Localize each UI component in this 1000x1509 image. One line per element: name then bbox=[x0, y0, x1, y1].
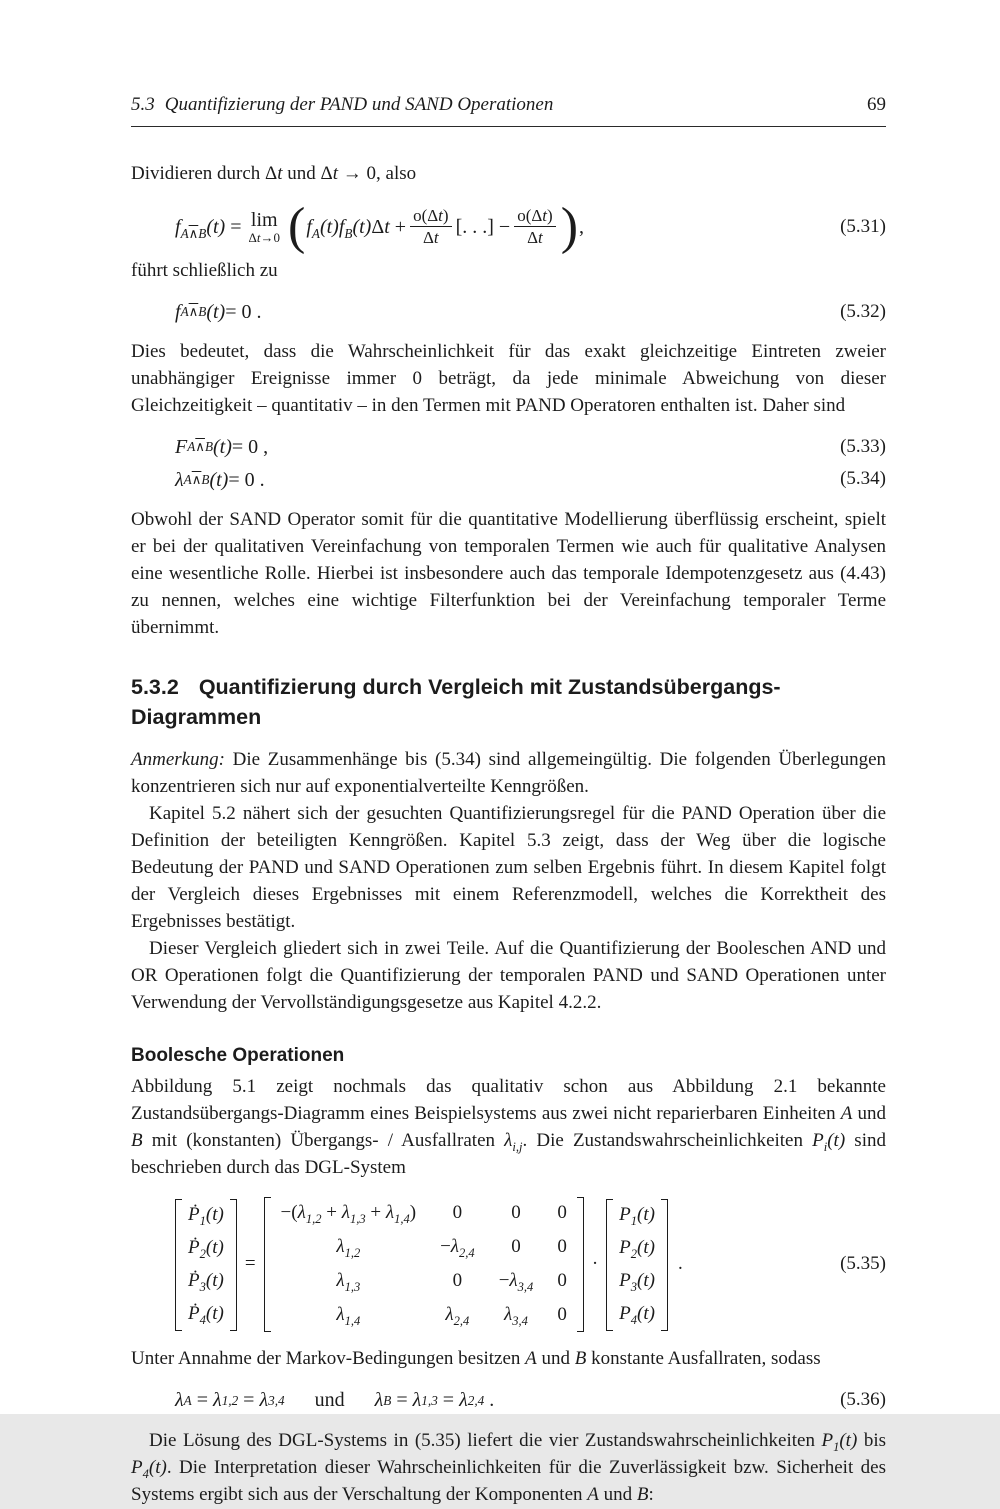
matrix-cell: 0 bbox=[557, 1270, 567, 1292]
eq531-mid: $f_A(t)f_B(t)\Delta t$ + bbox=[306, 215, 407, 241]
right-bracket bbox=[230, 1199, 237, 1331]
matrix-cell: 0 bbox=[557, 1202, 567, 1224]
equation-534-body: λ A ∧ B (t) = 0 . bbox=[175, 468, 265, 491]
rhs-vector bbox=[606, 1199, 668, 1331]
paragraph-abbildung-51: Abbildung 5.1 zeigt nochmals das qualitativ schon aus Abbildung 2.1 bekannte Zustandsübergangs-Diagramm eines Beispielsystems aus zwei nicht reparierbaren Einheiten A und B mit (konstanten) Übergangs- / Ausfallraten $\lambda_{i,j}$. Die Zustandswahrscheinlichkeiten $P_i(t)$ sind beschrieben durch das DGL-System bbox=[131, 1075, 887, 1178]
equation-532 bbox=[131, 298, 886, 326]
equation-535-body bbox=[175, 1197, 683, 1332]
matrix-cell: $\lambda_{1,4}$ bbox=[336, 1304, 361, 1329]
left-bracket bbox=[264, 1197, 271, 1332]
eq531-frac2-denominator: Δt bbox=[527, 228, 543, 248]
matrix-cell: $\lambda_{1,3}$ bbox=[336, 1270, 361, 1295]
eq531-frac1-numerator: o(Δt) bbox=[410, 206, 452, 228]
vector-cell: $P_2(t)$ bbox=[619, 1236, 655, 1261]
vector-cell: $P_3(t)$ bbox=[619, 1269, 655, 1294]
equation-536 bbox=[131, 1386, 886, 1414]
matrix-cells bbox=[271, 1197, 577, 1332]
eq531-tail: , bbox=[579, 215, 585, 238]
matrix-cell: $\lambda_{2,4}$ bbox=[445, 1304, 470, 1329]
section-heading-number: 5.3.2 bbox=[131, 674, 179, 699]
transition-matrix bbox=[264, 1197, 584, 1332]
equation-534 bbox=[131, 466, 886, 494]
matrix-cell: 0 bbox=[452, 1202, 463, 1224]
paragraph-anmerkung bbox=[131, 747, 886, 801]
eq531-frac2-numerator: o(Δt) bbox=[514, 206, 556, 228]
paragraph-fuehrt: führt schließlich zu bbox=[131, 260, 278, 282]
matrix-cell: $\lambda_{1,2}$ bbox=[336, 1236, 361, 1261]
header-section-number: 5.3 bbox=[131, 94, 155, 115]
eq531-lim-sub: Δt→0 bbox=[248, 229, 281, 245]
matrix-cell: 0 bbox=[452, 1270, 463, 1292]
equation-number-536: (5.36) bbox=[840, 1389, 886, 1411]
header-section-title: Quantifizierung der PAND und SAND Operationen bbox=[164, 94, 554, 115]
paragraph-dieser-vergleich: Dieser Vergleich gliedert sich in zwei Teile. Auf die Quantifizierung der Booleschen AND und OR Operationen folgt die Quantifizierung der temporalen PAND und SAND Operationen unter Verwendung der Vervollständigungsgesetze aus Kapitel 4.2.2. bbox=[131, 937, 886, 1013]
eq531-lim-word: lim bbox=[250, 208, 278, 231]
header-page-number: 69 bbox=[867, 94, 886, 115]
matrix-cell: 0 bbox=[511, 1236, 521, 1258]
paragraph-obwohl: Obwohl der SAND Operator somit für die quantitative Modellierung überflüssig erscheint, spielt er bei der qualitativen Vereinfachung von temporalen Termen wie auch für qualitative Analysen eine wesentliche Rolle. Hierbei ist insbesondere auch das temporale Idempotenzgesetz aus (4.43) zu nennen, welches eine wichtige Filterfunktion bei der Vereinfachung temporaler Terme übernimmt. bbox=[131, 509, 886, 638]
paragraph-kapitel-52: Kapitel 5.2 nähert sich der gesuchten Quantifizierungsregel für die PAND Operation über die Definition der beteiligten Kenngrößen. Kapitel 5.3 zeigt, dass der Weg über die logische Bedeutung der PAND und SAND Operationen zum selben Ergebnis führt. In diesem Kapitel folgt der Vergleich dieses Ergebnisses mit einem Referenzmodell, welches die Korrektheit des Ergebnisses bestätigt. bbox=[131, 802, 886, 932]
matrix-cell: 0 bbox=[511, 1202, 521, 1224]
paragraph-dividieren: Dividieren durch Δt und Δt → 0, also bbox=[131, 162, 417, 184]
left-bracket bbox=[606, 1199, 613, 1331]
eq531-fraction-2 bbox=[514, 206, 556, 248]
matrix-cell: $-\lambda_{2,4}$ bbox=[440, 1236, 475, 1261]
equation-number-532: (5.32) bbox=[840, 300, 886, 322]
vector-cell: Ṗ$_2$(t) bbox=[188, 1236, 224, 1261]
equation-number-533: (5.33) bbox=[840, 436, 886, 457]
paragraph-die-loesung: Die Lösung des DGL-Systems in (5.35) liefert die vier Zustandswahrscheinlichkeiten $P_1(t)$ bis $P_4(t)$. Die Interpretation dieser Wahrscheinlichkeiten für die Zuverlässigkeit bzw. Sicherheit des Systems ergibt sich aus der Verschaltung der Komponenten A und B: bbox=[131, 1429, 886, 1505]
eq531-lhs: $f_{A\wedge B}(t)$ = bbox=[175, 215, 242, 241]
eq531-limit bbox=[249, 210, 281, 245]
equation-533-body: F A ∧ B (t) = 0 , bbox=[175, 436, 269, 459]
vector-cell: Ṗ$_3$(t) bbox=[188, 1269, 224, 1294]
section-heading-title: Quantifizierung durch Vergleich mit Zustandsübergangs-Diagrammen bbox=[131, 674, 781, 730]
equation-531 bbox=[131, 197, 886, 255]
equals-sign: = bbox=[244, 1253, 256, 1275]
matrix-cell: $\lambda_{3,4}$ bbox=[504, 1304, 528, 1329]
equation-number-535: (5.35) bbox=[840, 1253, 886, 1275]
anmerkung-lead: Anmerkung: bbox=[131, 748, 225, 770]
lhs-vector-cells bbox=[182, 1199, 230, 1331]
vector-cell: $P_1(t)$ bbox=[619, 1203, 655, 1228]
equation-532-body: f A ∧ B (t) = 0 . bbox=[175, 301, 262, 323]
subsection-heading-boolesche: Boolesche Operationen bbox=[131, 1044, 345, 1066]
right-bracket bbox=[661, 1199, 668, 1331]
eq531-frac1-denominator: Δt bbox=[422, 228, 439, 248]
anmerkung-rest: Die Zusammenhänge bis (5.34) sind allgemeingültig. Die folgenden Überlegungen konzentrieren sich nur auf exponentialverteilte Kenngrößen. bbox=[131, 748, 887, 797]
end-period: . bbox=[677, 1253, 683, 1275]
page-content bbox=[131, 92, 886, 1509]
matrix-cell: 0 bbox=[557, 1304, 567, 1326]
eq531-fraction-1 bbox=[410, 206, 452, 248]
equation-536-body: λ A = λ 1,2 = λ 3,4 und λ B = λ 1,3 = λ 2,4 . bbox=[175, 1389, 495, 1412]
equation-535 bbox=[131, 1197, 886, 1332]
vector-cell: Ṗ$_1$(t) bbox=[188, 1203, 224, 1228]
matrix-cell: 0 bbox=[557, 1236, 567, 1258]
vector-cell: Ṗ$_4$(t) bbox=[188, 1302, 224, 1327]
header-spacer bbox=[131, 127, 886, 161]
multiplication-dot: · bbox=[591, 1253, 599, 1275]
matrix-cell: $-\lambda_{3,4}$ bbox=[498, 1270, 534, 1295]
lhs-vector bbox=[175, 1199, 237, 1331]
eq531-bracket: [. . .] − bbox=[455, 215, 511, 238]
right-bracket bbox=[577, 1197, 584, 1332]
matrix-cell: $-(\lambda_{1,2} + \lambda_{1,3} + \lambda_{1,4})$ bbox=[280, 1202, 417, 1227]
equation-533 bbox=[131, 433, 886, 461]
equation-number-531: (5.31) bbox=[840, 215, 886, 237]
paragraph-dies-bedeutet: Dies bedeutet, dass die Wahrscheinlichkeit für das exakt gleichzeitige Eintreten zweier unabhängiger Ereignisse immer 0 beträgt, da jede minimale Abweichung von dieser Gleichzeitigkeit – quantitativ – in den Termen mit PAND Operatoren enthalten ist. Daher sind bbox=[131, 341, 886, 417]
rhs-vector-cells bbox=[613, 1199, 661, 1331]
vector-cell: $P_4(t)$ bbox=[619, 1302, 655, 1327]
page-header bbox=[131, 92, 886, 119]
equation-531-body: $f_{A\wedge B}(t)$ = lim Δt→0 ( $f_A(t)f_B(t)\Delta t$ + $\frac{o(\Delta t)}{\Delta t}$ [. . .] − $\frac{o(\Delta t)}{\Delta t}$ ) , bbox=[175, 197, 585, 255]
paragraph-unter-annahme: Unter Annahme der Markov-Bedingungen besitzen A und B konstante Ausfallraten, sodass bbox=[131, 1348, 821, 1370]
left-bracket bbox=[175, 1199, 182, 1331]
equation-number-534: (5.34) bbox=[840, 468, 886, 490]
section-heading-532 bbox=[131, 672, 886, 733]
